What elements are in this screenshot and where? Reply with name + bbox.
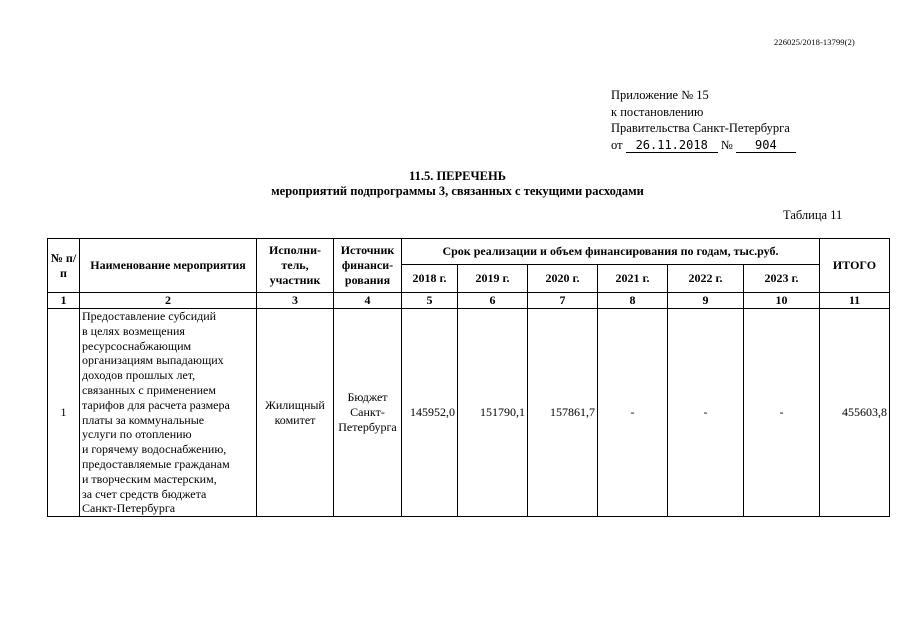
- column-number: 2: [80, 293, 257, 309]
- header-num: № п/п: [48, 239, 80, 293]
- decree-number: 904: [736, 139, 796, 153]
- column-number: 6: [458, 293, 528, 309]
- executor: Жилищный комитет: [257, 309, 334, 517]
- row-number: 1: [48, 309, 80, 517]
- measures-table: [47, 238, 890, 517]
- header-total: ИТОГО: [820, 239, 890, 293]
- value-2021: -: [598, 309, 668, 517]
- header-year: 2020 г.: [528, 265, 598, 293]
- document-number: 226025/2018-13799(2): [774, 37, 855, 47]
- appendix-block: [611, 87, 796, 153]
- appendix-line-2: к постановлению: [611, 104, 704, 119]
- header-year: 2018 г.: [402, 265, 458, 293]
- appendix-line-1: Приложение № 15: [611, 88, 709, 102]
- column-number: 3: [257, 293, 334, 309]
- title-line-2: мероприятий подпрограммы 3, связанных с текущими расходами: [271, 184, 644, 198]
- column-number: 4: [334, 293, 402, 309]
- header-period: Срок реализации и объем финансирования по годам, тыс.руб.: [402, 239, 820, 265]
- appendix-date-line: [611, 137, 796, 154]
- from-label: от: [611, 137, 623, 152]
- value-2022: -: [668, 309, 744, 517]
- column-number: 10: [744, 293, 820, 309]
- column-number: 8: [598, 293, 668, 309]
- value-2018: 145952,0: [402, 309, 458, 517]
- column-number-row: [48, 293, 890, 309]
- decree-date: 26.11.2018: [626, 139, 718, 153]
- value-2019: 151790,1: [458, 309, 528, 517]
- column-number: 11: [820, 293, 890, 309]
- number-label: №: [720, 137, 733, 152]
- column-number: 9: [668, 293, 744, 309]
- value-2023: -: [744, 309, 820, 517]
- table-caption: Таблица 11: [783, 208, 843, 222]
- column-number: 5: [402, 293, 458, 309]
- value-total: 455603,8: [820, 309, 890, 517]
- header-year: 2023 г.: [744, 265, 820, 293]
- header-year: 2022 г.: [668, 265, 744, 293]
- header-year: 2019 г.: [458, 265, 528, 293]
- document-title: [0, 169, 905, 199]
- measure-name: Предоставление субсидий в целях возмещения ресурсоснабжающим организациям выпадающих доходов прошлых лет, связанных с применением тарифов для расчета размера платы за коммунальные услуги по отоплению и горячему водоснабжению, предоставляемые гражданам и творческим мастерским, за счет средств бюджета Санкт-Петербурга: [80, 309, 257, 517]
- table-row: [48, 309, 890, 517]
- funding-source: Бюджет Санкт-Петербурга: [334, 309, 402, 517]
- header-year: 2021 г.: [598, 265, 668, 293]
- column-number: 1: [48, 293, 80, 309]
- value-2020: 157861,7: [528, 309, 598, 517]
- title-line-1: 11.5. ПЕРЕЧЕНЬ: [409, 169, 506, 183]
- header-name: Наименование мероприятия: [80, 239, 257, 293]
- header-source: Источник финанси-рования: [334, 239, 402, 293]
- appendix-line-3: Правительства Санкт-Петербурга: [611, 121, 790, 135]
- column-number: 7: [528, 293, 598, 309]
- header-executor: Исполни-тель, участник: [257, 239, 334, 293]
